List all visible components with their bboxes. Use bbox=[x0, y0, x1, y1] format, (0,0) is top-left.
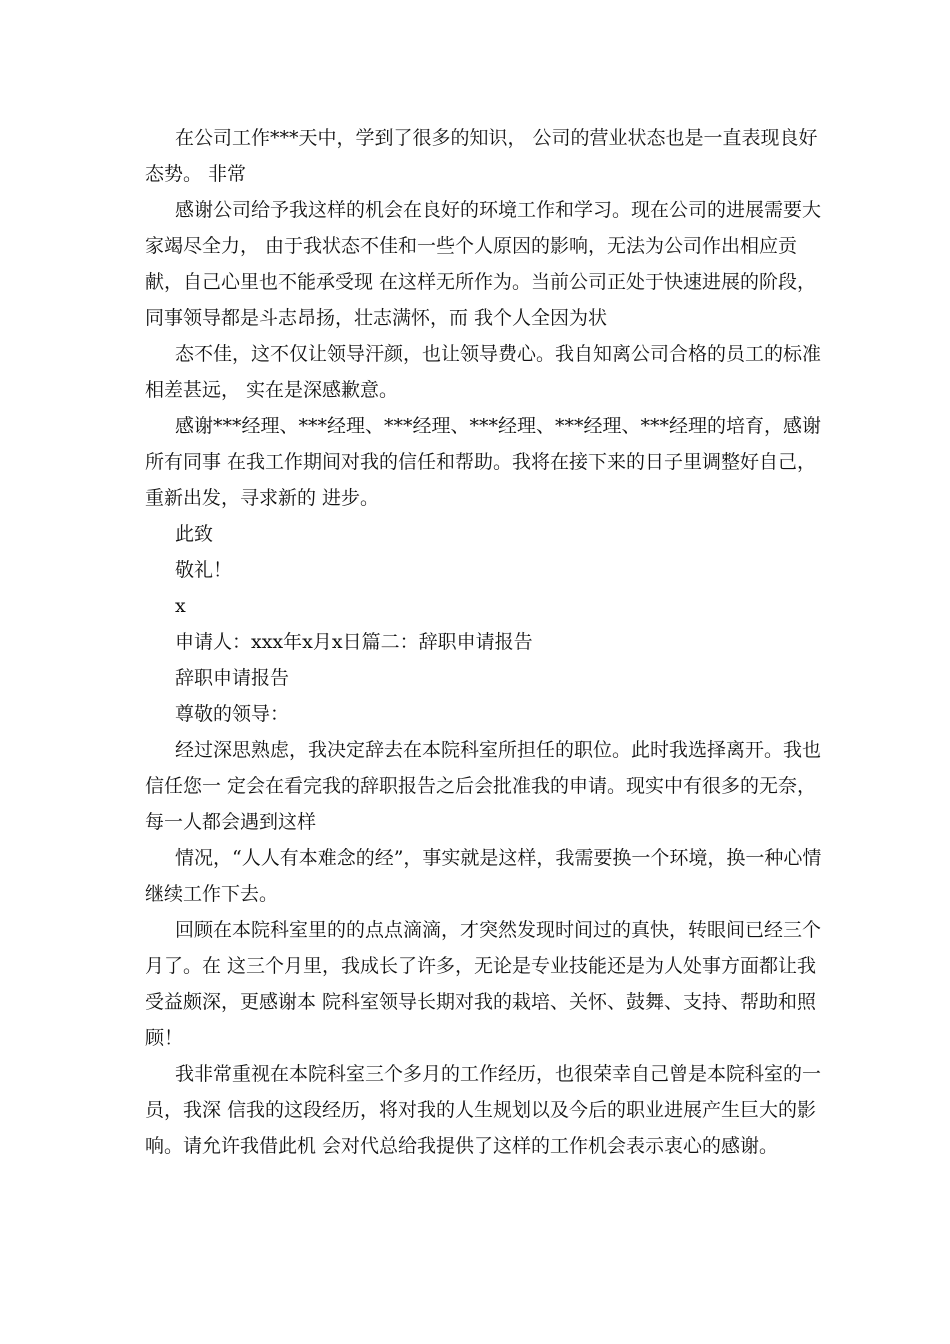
paragraph-8: 我非常重视在本院科室三个多月的工作经历，也很荣幸自己曾是本院科室的一员，我深 信我的这段经历，将对我的人生规划以及今后的职业进展产生巨大的影响。请允许我借此机 会对代总给我提供了这样的工作机会表示衷心的感谢。 bbox=[145, 1063, 822, 1157]
greeting: 尊敬的领导： bbox=[175, 703, 290, 725]
closing-mark: x bbox=[175, 595, 186, 617]
paragraph-3: 态不佳，这不仅让领导汗颜，也让领导费心。我自知离公司合格的员工的标准相差甚远， 实在是深感歉意。 bbox=[145, 343, 822, 401]
applicant-line: 申请人：xxx年x月x日篇二：辞职申请报告 bbox=[175, 631, 533, 653]
document-body bbox=[145, 120, 825, 1164]
paragraph-1: 在公司工作***天中，学到了很多的知识， 公司的营业状态也是一直表现良好态势。 非常 bbox=[145, 127, 818, 185]
paragraph-5: 经过深思熟虑，我决定辞去在本院科室所担任的职位。此时我选择离开。我也信任您一 定会在看完我的辞职报告之后会批准我的申请。现实中有很多的无奈，每一人都会遇到这样 bbox=[145, 739, 822, 833]
paragraph-4: 感谢***经理、***经理、***经理、***经理、***经理、***经理的培育，感谢所有同事 在我工作期间对我的信任和帮助。我将在接下来的日子里调整好自己，重新出发，寻求新的 进步。 bbox=[145, 415, 822, 509]
paragraph-7: 回顾在本院科室里的的点点滴滴，才突然发现时间过的真快，转眼间已经三个月了。在 这三个月里，我成长了许多，无论是专业技能还是为人处事方面都让我受益颇深，更感谢本 院科室领导长期对我的栽培、关怀、鼓舞、支持、帮助和照顾！ bbox=[145, 919, 822, 1049]
closing-regards: 敬礼！ bbox=[175, 559, 233, 581]
paragraph-6: 情况，“人人有本难念的经”，事实就是这样，我需要换一个环境，换一种心情继续工作下去。 bbox=[145, 847, 822, 905]
paragraph-2: 感谢公司给予我这样的机会在良好的环境工作和学习。现在公司的进展需要大家竭尽全力， 由于我状态不佳和一些个人原因的影响，无法为公司作出相应贡献，自己心里也不能承受现 在这样无所作为。当前公司正处于快速进展的阶段，同事领导都是斗志昂扬，壮志满怀，而 我个人全因为状 bbox=[145, 199, 822, 329]
section-title: 辞职申请报告 bbox=[175, 667, 290, 689]
closing-salutation: 此致 bbox=[175, 523, 214, 545]
